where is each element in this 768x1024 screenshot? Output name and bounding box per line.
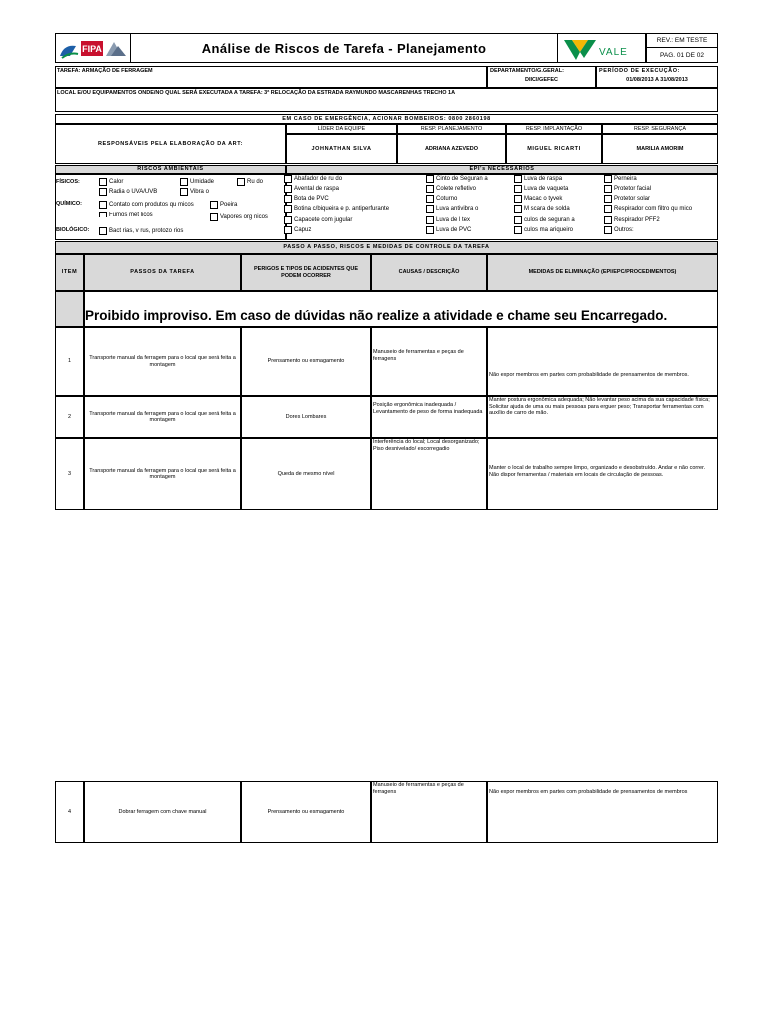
vale-logo xyxy=(558,34,644,62)
period-value: 01/08/2013 A 31/08/2013 xyxy=(626,76,688,83)
row2-hazard: Dores Lombares xyxy=(241,396,371,438)
warning-banner: Proibido improviso. Em caso de dúvidas não realize a atividade e chame seu Encarregado. xyxy=(84,291,718,327)
checkbox[interactable] xyxy=(514,185,522,193)
svg-text:VALE: VALE xyxy=(599,47,628,58)
name-planning: ADRIANA AZEVEDO xyxy=(397,134,506,164)
emergency-line: EM CASO DE EMERGÊNCIA, ACIONAR BOMBEIROS: 0800 2860198 xyxy=(55,114,718,124)
checkbox[interactable] xyxy=(604,185,612,193)
checkbox[interactable] xyxy=(604,195,612,203)
checkbox[interactable] xyxy=(284,195,292,203)
responsibles-label: RESPONSÁVEIS PELA ELABORAÇÃO DA ART: xyxy=(55,124,286,164)
epi-checkbox[interactable]: Outros: xyxy=(604,226,634,234)
checkbox[interactable] xyxy=(99,227,107,235)
risk-checkbox[interactable]: Radia o UVA/UVB xyxy=(99,188,157,196)
checkbox[interactable] xyxy=(284,185,292,193)
row2-cause: Posição ergonômica inadequada / Levantamento de peso de forma inadequada xyxy=(371,396,487,438)
checkbox[interactable] xyxy=(604,175,612,183)
epi-checkbox[interactable]: Abafador de ru do xyxy=(284,175,342,183)
risk-checkbox[interactable]: Fumos met licos xyxy=(99,212,153,217)
checkbox[interactable] xyxy=(514,175,522,183)
checkbox[interactable] xyxy=(99,178,107,186)
epi-checkbox[interactable]: Respirador com filtro qu mico xyxy=(604,205,692,213)
role-implantation: RESP. IMPLANTAÇÃO xyxy=(506,124,602,134)
role-planning: RESP. PLANEJAMENTO xyxy=(397,124,506,134)
risk-checkbox[interactable]: Umidade xyxy=(180,178,214,186)
col-hazards: PERIGOS E TIPOS DE ACIDENTES QUE PODEM OCORRER xyxy=(241,254,371,291)
vale-logo-box xyxy=(558,33,646,63)
epi-checkbox[interactable]: Bota de PVC xyxy=(284,195,329,203)
row4-measure: Não expor membros em partes com probabilidade de prensamentos de membros xyxy=(487,781,718,843)
epi-checkbox[interactable]: Capuz xyxy=(284,226,311,234)
epi-checkbox[interactable]: Colete refletivo xyxy=(426,185,476,193)
checkbox[interactable] xyxy=(426,216,434,224)
checkbox[interactable] xyxy=(99,212,107,217)
epi-checkbox[interactable]: Luva de l tex xyxy=(426,216,470,224)
checkbox[interactable] xyxy=(210,201,218,209)
checkbox[interactable] xyxy=(210,213,218,221)
row2-step: Transporte manual da ferragem para o local que será feita a montagem xyxy=(84,396,241,438)
epi-checkbox[interactable]: Coturno xyxy=(426,195,457,203)
risk-checkbox[interactable]: Calor xyxy=(99,178,123,186)
checkbox[interactable] xyxy=(604,226,612,234)
row2-item: 2 xyxy=(55,396,84,438)
row3-item: 3 xyxy=(55,438,84,510)
row4-cause: Manuseio de ferramentas e peças de ferragens xyxy=(371,781,487,843)
epi-checkbox[interactable]: M scara de solda xyxy=(514,205,570,213)
checkbox[interactable] xyxy=(426,195,434,203)
epi-checkbox[interactable]: culos de seguran a xyxy=(514,216,575,224)
epi-checkbox[interactable]: culos ma ariqueiro xyxy=(514,226,573,234)
checkbox[interactable] xyxy=(284,175,292,183)
checkbox[interactable] xyxy=(604,205,612,213)
row1-step: Transporte manual da ferragem para o local que será feita a montagem xyxy=(84,327,241,396)
col-causes: CAUSAS / DESCRIÇÃO xyxy=(371,254,487,291)
checkbox[interactable] xyxy=(426,226,434,234)
checkbox[interactable] xyxy=(514,205,522,213)
epi-checkbox[interactable]: Protetor facial xyxy=(604,185,651,193)
row3-measure: Manter o local de trabalho sempre limpo, organizado e desobstruído. Andar e não correr. Não dispor ferramentas / materiais em locais de circulação de pessoas. xyxy=(487,438,718,510)
epi-checkbox[interactable]: Capacete com jugular xyxy=(284,216,352,224)
risk-checkbox[interactable]: Vibra o xyxy=(180,188,209,196)
row1-cause: Manuseio de ferramentas e peças de ferragens xyxy=(371,327,487,396)
row1-hazard: Prensamento ou esmagamento xyxy=(241,327,371,396)
col-steps: PASSOS DA TAREFA xyxy=(84,254,241,291)
checkbox[interactable] xyxy=(99,201,107,209)
department-value: DIICI/GEFEC xyxy=(524,76,558,83)
col-measures: MEDIDAS DE ELIMINAÇÃO (EPI/EPC/PROCEDIMENTOS) xyxy=(487,254,718,291)
row4-hazard: Prensamento ou esmagamento xyxy=(241,781,371,843)
checkbox[interactable] xyxy=(514,216,522,224)
checkbox[interactable] xyxy=(237,178,245,186)
epi-checkbox[interactable]: Luva de PVC xyxy=(426,226,471,234)
row4-item: 4 xyxy=(55,781,84,843)
epi-checkbox[interactable]: Cinto de Seguran a xyxy=(426,175,488,183)
checkbox[interactable] xyxy=(284,216,292,224)
row3-cause: Interferência do local; Local desorganizado; Piso desnivelado/ escorregadio xyxy=(371,438,487,510)
biologico-label: BIOLÓGICO: xyxy=(56,227,90,233)
role-safety: RESP. SEGURANÇA xyxy=(602,124,718,134)
checkbox[interactable] xyxy=(180,178,188,186)
checkbox[interactable] xyxy=(426,185,434,193)
checkbox[interactable] xyxy=(426,175,434,183)
svg-text:FIPA: FIPA xyxy=(82,44,102,54)
row3-step: Transporte manual da ferragem para o local que será feita a montagem xyxy=(84,438,241,510)
row4-step: Dobrar ferragem com chave manual xyxy=(84,781,241,843)
page-title: Análise de Riscos de Tarefa - Planejamento xyxy=(130,33,558,63)
risk-checkbox[interactable]: Bact rias, v rus, protozo rios xyxy=(99,227,183,235)
checkbox[interactable] xyxy=(514,226,522,234)
row3-hazard: Queda de mesmo nível xyxy=(241,438,371,510)
epi-checkbox[interactable]: Avental de raspa xyxy=(284,185,339,193)
task-field: TAREFA: ARMAÇÃO DE FERRAGEM xyxy=(55,66,487,88)
risk-checkbox[interactable]: Ru do xyxy=(237,178,263,186)
name-implantation: MIGUEL RICARTI xyxy=(506,134,602,164)
checkbox[interactable] xyxy=(284,205,292,213)
checkbox[interactable] xyxy=(284,226,292,234)
checkbox[interactable] xyxy=(426,205,434,213)
epi-checkbox[interactable]: Botina c/biqueira e p. antiperfurante xyxy=(284,205,389,213)
epi-checkbox[interactable]: Luva de vaqueta xyxy=(514,185,568,193)
location-field: LOCAL E/OU EQUIPAMENTOS ONDE/NO QUAL SERÁ EXECUTADA A TAREFA: 3ª RELOCAÇÃO DA ESTRADA RAYMUNDO MASCARENHAS TRECHO 1A xyxy=(55,88,718,112)
period-label: PERÍODO DE EXECUÇÃO: xyxy=(599,68,681,74)
epi-checkbox[interactable]: Luva antivibra o xyxy=(426,205,478,213)
warning-gutter xyxy=(55,291,84,327)
epi-checkbox[interactable]: Luva de raspa xyxy=(514,175,562,183)
department-field xyxy=(487,66,596,88)
epi-checkbox[interactable]: Perneira xyxy=(604,175,637,183)
risks-title: RISCOS AMBIENTAIS xyxy=(55,165,286,174)
epi-checkbox[interactable]: Macac o tyvek xyxy=(514,195,562,203)
checkbox[interactable] xyxy=(180,188,188,196)
epi-checkbox[interactable]: Respirador PFF2 xyxy=(604,216,660,224)
col-item: ITEM xyxy=(55,254,84,291)
risk-checkbox[interactable]: Poeira xyxy=(210,201,237,209)
revision-label: REV.: EM TESTE xyxy=(646,33,718,48)
risk-checkbox[interactable]: Contato com produtos qu micos xyxy=(99,201,194,209)
row1-measure: Não expor membros em partes com probabilidade de prensamentos de membros. xyxy=(487,327,718,396)
steps-title: PASSO A PASSO, RISCOS E MEDIDAS DE CONTROLE DA TAREFA xyxy=(55,241,718,254)
page-number: PAG. 01 DE 02 xyxy=(646,47,718,63)
fipa-logo xyxy=(56,34,129,62)
checkbox[interactable] xyxy=(604,216,612,224)
header-logos-left xyxy=(55,33,130,63)
risk-checkbox[interactable]: Vapores org nicos xyxy=(210,213,268,221)
department-label: DEPARTAMENTO/G.GERAL: xyxy=(490,68,564,74)
row1-item: 1 xyxy=(55,327,84,396)
row2-measure: Manter postura ergonômica adequada; Não levantar peso acima da sua capacidade física; Solicitar ajuda de uma ou mais pessoas para erguer peso; Transportar ferramentas com auxílio de carro de mão. xyxy=(487,396,718,438)
fisicos-label: FÍSICOS: xyxy=(56,179,80,185)
quimico-label: QUÍMICO: xyxy=(56,201,82,207)
name-safety: MARILIA AMORIM xyxy=(602,134,718,164)
epi-checkbox[interactable]: Protetor solar xyxy=(604,195,650,203)
epis-title: EPI's NECESSÁRIOS xyxy=(286,165,718,174)
checkbox[interactable] xyxy=(99,188,107,196)
period-field xyxy=(596,66,718,88)
name-leader: JOHNATHAN SILVA xyxy=(286,134,397,164)
checkbox[interactable] xyxy=(514,195,522,203)
role-leader: LÍDER DA EQUIPE xyxy=(286,124,397,134)
